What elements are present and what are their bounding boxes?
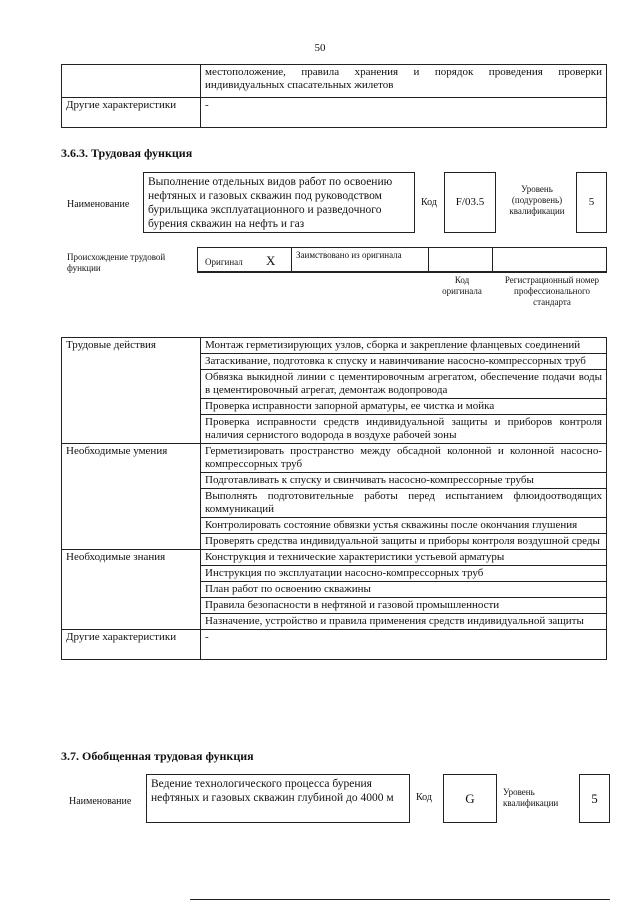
table-cell: Конструкция и технические характеристики устьевой арматуры — [201, 550, 607, 566]
code-label: Код — [421, 197, 437, 208]
table-cell: Монтаж герметизирующих узлов, сборка и закрепление фланцевых соединений — [201, 338, 607, 354]
table-cell: Подготавливать к спуску и свинчивать насосно-компрессорные трубы — [201, 473, 607, 489]
code-original-label: Код оригинала — [442, 275, 482, 296]
table-row — [62, 444, 607, 473]
table-row — [62, 630, 607, 660]
table-cell: Проверка исправности запорной арматуры, ее чистка и мойка — [201, 399, 607, 415]
name-label: Наименование — [69, 796, 132, 807]
section-heading: 3.6.3. Трудовая функция — [61, 146, 193, 160]
table-cell: Обвязка выкидной линии с цементировочным агрегатом, обеспечение подачи воды в цементировочный агрегат, демонтаж водопровода — [201, 370, 607, 399]
level-value: 5 — [576, 172, 607, 233]
level-label: Уровень (подуровень) квалификации — [509, 184, 565, 216]
name-value: Ведение технологического процесса бурения нефтяных и газовых скважин глубиной до 4000 м — [146, 774, 410, 823]
table-cell: Контролировать состояние обвязки устья скважины после окончания глушения — [201, 518, 607, 534]
level-label: Уровень квалификации — [503, 787, 559, 808]
table-cell-label — [62, 65, 201, 98]
table-cell: Проверка исправности средств индивидуальной защиты и приборов контроля наличия сернистого водорода в воздухе рабочей зоны — [201, 415, 607, 444]
level-value: 5 — [579, 774, 610, 823]
top-table — [61, 64, 607, 128]
original-label: Оригинал — [205, 257, 243, 267]
table-cell: Назначение, устройство и правила применения средств индивидуальной защиты — [201, 614, 607, 630]
original-mark: X — [266, 253, 276, 268]
table-row — [62, 550, 607, 566]
table-row — [62, 338, 607, 354]
code-label: Код — [416, 792, 432, 803]
table-cell: Правила безопасности в нефтяной и газовой промышленности — [201, 598, 607, 614]
table-cell: Выполнять подготовительные работы перед испытанием флюидоотводящих коммуникаций — [201, 489, 607, 518]
table-cell-label: Другие характеристики — [62, 98, 201, 128]
group-label: Трудовые действия — [62, 338, 201, 444]
section-heading: 3.7. Обобщенная трудовая функция — [61, 749, 254, 763]
group-label: Необходимые умения — [62, 444, 201, 550]
name-value: Выполнение отдельных видов работ по освоению нефтяных и газовых скважин под руководством бурильщика эксплуатационного и разведочного бурения скважин на нефть и газ — [143, 172, 415, 233]
name-label: Наименование — [67, 199, 130, 210]
origin-label: Происхождение трудовой функции — [67, 252, 166, 273]
table-cell: Герметизировать пространство между обсадной колонной и колонной насосно-компрессорных труб — [201, 444, 607, 473]
table-cell: Проверять средства индивидуальной защиты и приборы контроля воздушной среды — [201, 534, 607, 550]
page-number: 50 — [314, 42, 326, 54]
reg-number-label: Регистрационный номер профессионального стандарта — [504, 275, 600, 307]
group-label: Необходимые знания — [62, 550, 201, 630]
table-cell: - — [201, 630, 607, 660]
table-row — [62, 98, 607, 128]
bottom-rule — [190, 899, 610, 900]
table-cell-value: местоположение, правила хранения и порядок проведения проверки индивидуальных спасательных жилетов — [201, 65, 607, 98]
code-value: G — [443, 774, 497, 823]
labor-function-table — [61, 337, 607, 660]
table-cell: Затаскивание, подготовка к спуску и навинчивание насосно-компрессорных труб — [201, 354, 607, 370]
table-row — [62, 65, 607, 98]
group-label: Другие характеристики — [62, 630, 201, 660]
code-value: F/03.5 — [444, 172, 496, 233]
borrowed-label: Заимствовано из оригинала — [296, 250, 402, 260]
table-cell: Инструкция по эксплуатации насосно-компрессорных труб — [201, 566, 607, 582]
table-cell-value: - — [201, 98, 607, 128]
table-cell: План работ по освоению скважины — [201, 582, 607, 598]
